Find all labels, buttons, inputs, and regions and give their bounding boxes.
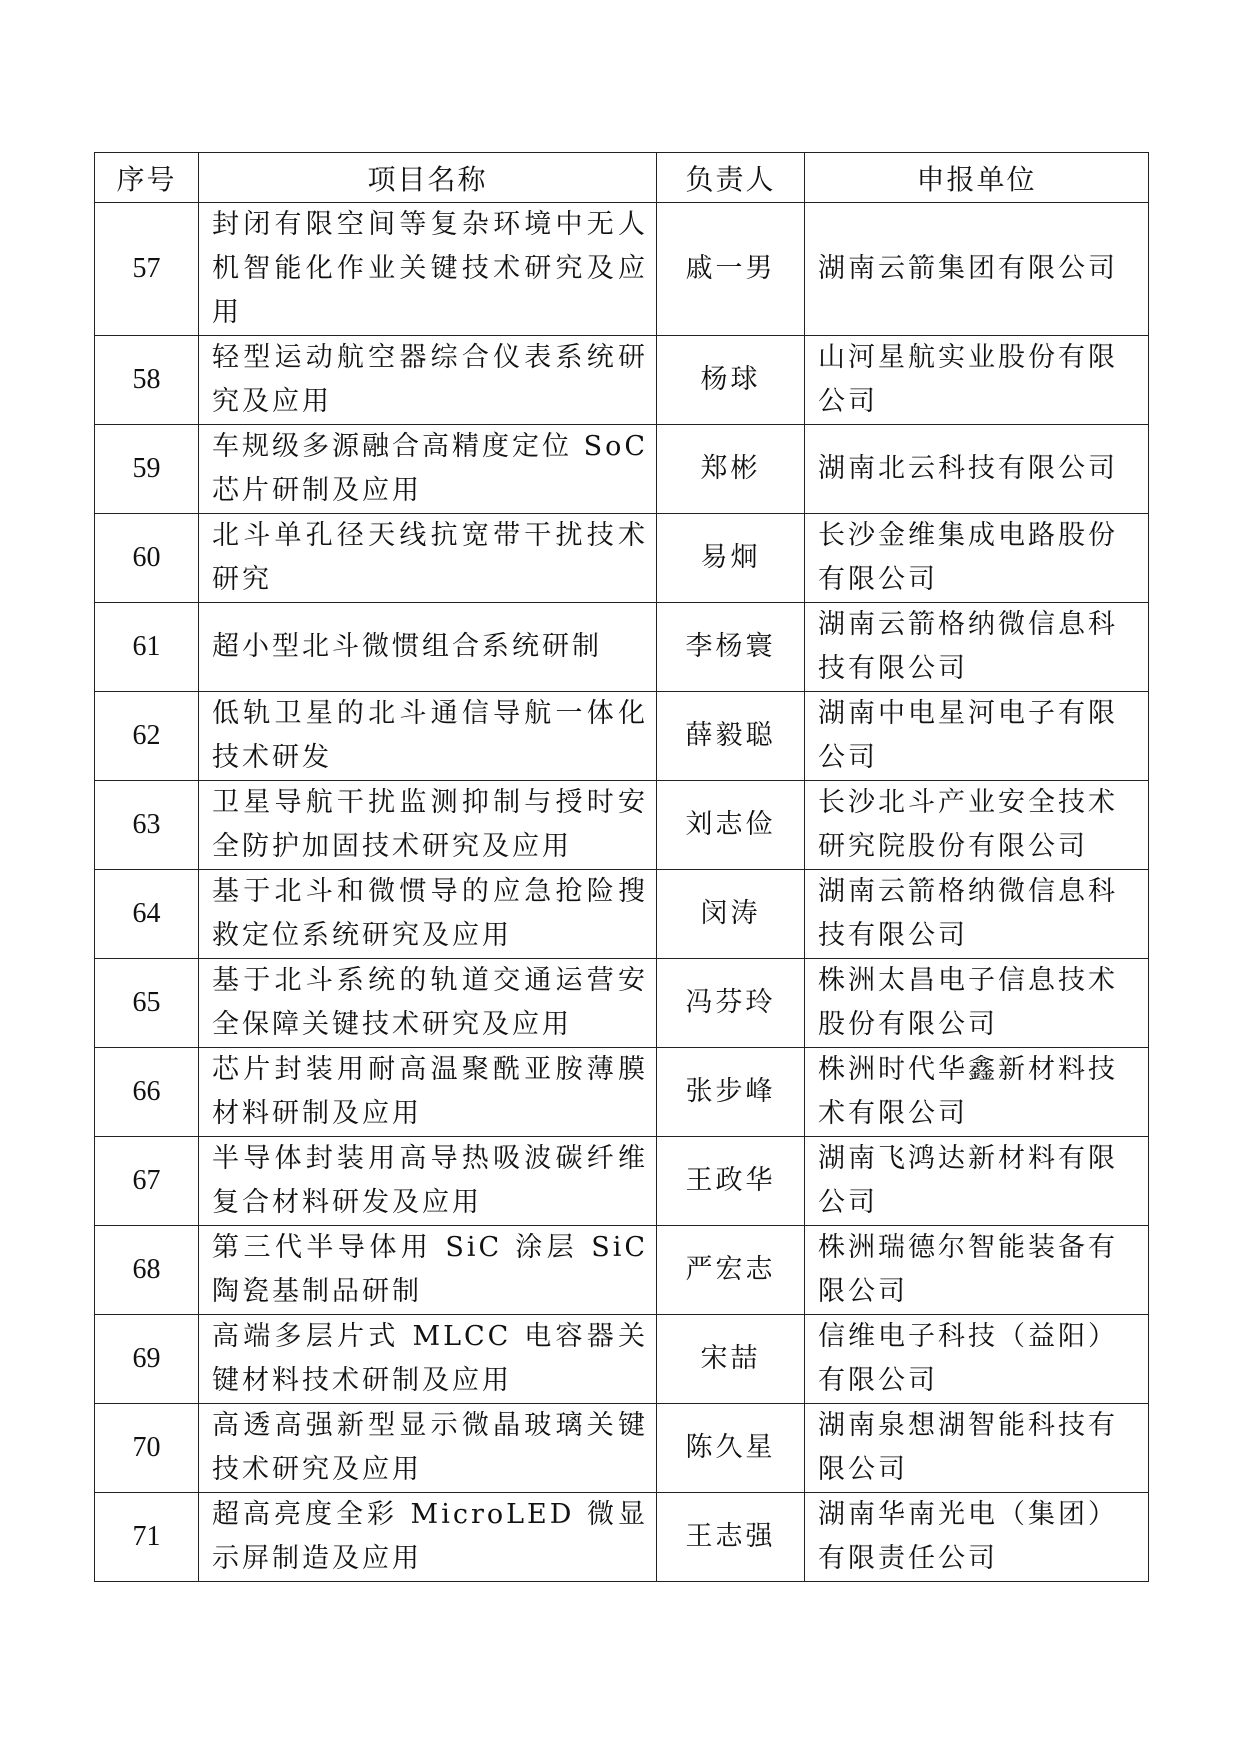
row-project-name: 高端多层片式 MLCC 电容器关键材料技术研制及应用 [199,1315,657,1404]
row-no: 66 [95,1048,199,1137]
row-unit: 湖南北云科技有限公司 [805,425,1149,514]
row-project-name: 第三代半导体用 SiC 涂层 SiC 陶瓷基制品研制 [199,1226,657,1315]
table-row [95,1315,1149,1404]
row-person: 陈久星 [657,1404,805,1493]
row-project-name: 芯片封装用耐高温聚酰亚胺薄膜材料研制及应用 [199,1048,657,1137]
row-person: 郑彬 [657,425,805,514]
row-no: 61 [95,603,199,692]
row-project-name: 基于北斗系统的轨道交通运营安全保障关键技术研究及应用 [199,959,657,1048]
row-unit: 株洲时代华鑫新材料技术有限公司 [805,1048,1149,1137]
row-unit: 湖南云箭集团有限公司 [805,203,1149,336]
row-person: 闵涛 [657,870,805,959]
row-unit: 湖南中电星河电子有限公司 [805,692,1149,781]
row-no: 63 [95,781,199,870]
table-row [95,781,1149,870]
row-project-name: 超高亮度全彩 MicroLED 微显示屏制造及应用 [199,1493,657,1582]
row-project-name: 轻型运动航空器综合仪表系统研究及应用 [199,336,657,425]
row-project-name: 高透高强新型显示微晶玻璃关键技术研究及应用 [199,1404,657,1493]
row-project-name: 半导体封装用高导热吸波碳纤维复合材料研发及应用 [199,1137,657,1226]
row-person: 戚一男 [657,203,805,336]
row-no: 62 [95,692,199,781]
row-unit: 山河星航实业股份有限公司 [805,336,1149,425]
row-unit: 株洲瑞德尔智能装备有限公司 [805,1226,1149,1315]
row-person: 易炯 [657,514,805,603]
row-no: 71 [95,1493,199,1582]
row-person: 杨球 [657,336,805,425]
table-row [95,1226,1149,1315]
row-unit: 长沙北斗产业安全技术研究院股份有限公司 [805,781,1149,870]
table-row [95,1048,1149,1137]
row-person: 张步峰 [657,1048,805,1137]
row-person: 薛毅聪 [657,692,805,781]
row-no: 64 [95,870,199,959]
row-person: 王政华 [657,1137,805,1226]
row-person: 严宏志 [657,1226,805,1315]
header-person: 负责人 [657,153,805,203]
table-row [95,959,1149,1048]
row-no: 70 [95,1404,199,1493]
row-no: 58 [95,336,199,425]
row-unit: 湖南华南光电（集团）有限责任公司 [805,1493,1149,1582]
table-row [95,336,1149,425]
row-person: 李杨寰 [657,603,805,692]
row-no: 69 [95,1315,199,1404]
header-project-name: 项目名称 [199,153,657,203]
table-row [95,603,1149,692]
row-no: 59 [95,425,199,514]
table-row [95,692,1149,781]
row-project-name: 车规级多源融合高精度定位 SoC 芯片研制及应用 [199,425,657,514]
row-unit: 湖南飞鸿达新材料有限公司 [805,1137,1149,1226]
row-person: 王志强 [657,1493,805,1582]
row-project-name: 封闭有限空间等复杂环境中无人机智能化作业关键技术研究及应用 [199,203,657,336]
header-row [95,153,1149,203]
row-unit: 湖南泉想湖智能科技有限公司 [805,1404,1149,1493]
row-no: 68 [95,1226,199,1315]
row-project-name: 卫星导航干扰监测抑制与授时安全防护加固技术研究及应用 [199,781,657,870]
project-list-table [94,152,1149,1582]
row-person: 冯芬玲 [657,959,805,1048]
table-body [95,203,1149,1582]
table-row [95,1404,1149,1493]
row-person: 宋喆 [657,1315,805,1404]
header-unit: 申报单位 [805,153,1149,203]
row-unit: 信维电子科技（益阳）有限公司 [805,1315,1149,1404]
row-no: 67 [95,1137,199,1226]
row-unit: 湖南云箭格纳微信息科技有限公司 [805,870,1149,959]
row-no: 60 [95,514,199,603]
row-project-name: 基于北斗和微惯导的应急抢险搜救定位系统研究及应用 [199,870,657,959]
row-no: 65 [95,959,199,1048]
row-project-name: 低轨卫星的北斗通信导航一体化技术研发 [199,692,657,781]
table-row [95,514,1149,603]
table-row [95,425,1149,514]
table-row [95,203,1149,336]
table-row [95,1493,1149,1582]
table-row [95,1137,1149,1226]
table-header [95,153,1149,203]
row-unit: 株洲太昌电子信息技术股份有限公司 [805,959,1149,1048]
row-project-name: 超小型北斗微惯组合系统研制 [199,603,657,692]
row-unit: 长沙金维集成电路股份有限公司 [805,514,1149,603]
row-no: 57 [95,203,199,336]
row-person: 刘志俭 [657,781,805,870]
header-no: 序号 [95,153,199,203]
row-unit: 湖南云箭格纳微信息科技有限公司 [805,603,1149,692]
row-project-name: 北斗单孔径天线抗宽带干扰技术研究 [199,514,657,603]
table-row [95,870,1149,959]
